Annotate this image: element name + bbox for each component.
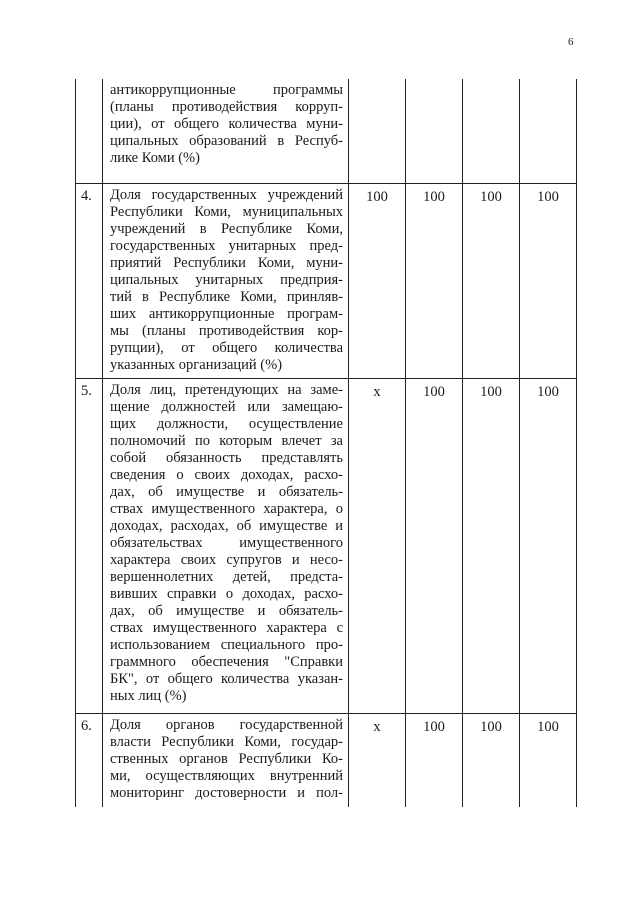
value-cell: х xyxy=(349,378,406,713)
indicator-description: Доля органов государственной власти Республики Коми, государ- ственных органов Республики Ко- ми, осуществляющих внутренний мониторинг достоверности и пол- xyxy=(103,713,349,807)
value-cell: 100 xyxy=(520,183,577,378)
value-cell: 100 xyxy=(406,183,463,378)
value-cell xyxy=(463,79,520,183)
indicators-table xyxy=(75,79,577,807)
value-cell: 100 xyxy=(349,183,406,378)
row-number xyxy=(76,79,103,183)
value-cell: 100 xyxy=(406,713,463,807)
row-number: 5. xyxy=(76,378,103,713)
table-row xyxy=(76,378,577,713)
indicator-description: Доля лиц, претендующих на заме- щение должностей или замещаю- щих должности, осуществление полномочий по которым влечет за собой обязанность представлять сведения о своих доходах, расхо- дах, об имуществе и обязатель- ствах имущественного характера, о доходах, расходах, об имуществе и обязательствах имущественного характера своих супругов и несо- вершеннолетних детей, предста- вивших справки о доходах, расхо- дах, об имуществе и обязатель- ствах имущественного характера с использованием специального про- граммного обеспечения "Справки БК", от общего количества указан- ных лиц (%) xyxy=(103,378,349,713)
value-cell: 100 xyxy=(520,378,577,713)
table-row xyxy=(76,79,577,183)
value-cell: 100 xyxy=(406,378,463,713)
row-number: 6. xyxy=(76,713,103,807)
row-number: 4. xyxy=(76,183,103,378)
value-cell xyxy=(349,79,406,183)
value-cell: х xyxy=(349,713,406,807)
indicator-description: антикоррупционные программы (планы противодействия корруп- ции), от общего количества муни- ципальных образований в Респуб- лике Коми (%) xyxy=(103,79,349,183)
value-cell: 100 xyxy=(463,378,520,713)
value-cell: 100 xyxy=(463,183,520,378)
value-cell xyxy=(406,79,463,183)
indicator-description: Доля государственных учреждений Республики Коми, муниципальных учреждений в Республике Коми, государственных унитарных пред- приятий Республики Коми, муни- ципальных унитарных предприя- тий в Республике Коми, принляв- ших антикоррупционные програм- мы (планы противодействия кор- рупции), от общего количества указанных организаций (%) xyxy=(103,183,349,378)
value-cell xyxy=(520,79,577,183)
table-row xyxy=(76,183,577,378)
value-cell: 100 xyxy=(463,713,520,807)
table-row xyxy=(76,713,577,807)
page-number: 6 xyxy=(568,36,574,48)
value-cell: 100 xyxy=(520,713,577,807)
